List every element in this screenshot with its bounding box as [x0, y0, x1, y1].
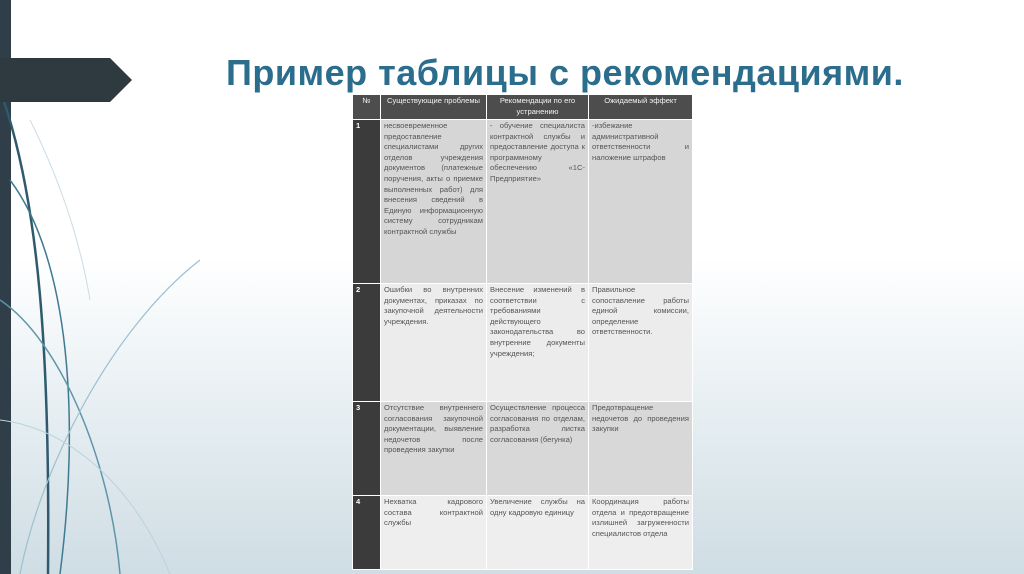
effect-cell: -избежание административной ответственности и наложение штрафов: [589, 120, 693, 284]
problem-cell: несвоевременное предоставление специалистами других отделов учреждения документов (платежные поручения, акты о приемке выполненных работ) для внесения сведений в Единую информационную систему сотрудникам контрактной службы: [381, 120, 487, 284]
slide-title: Пример таблицы с рекомендациями.: [226, 52, 904, 93]
header-recommendations: Рекомендации по его устранению: [487, 95, 589, 120]
row-number: 2: [353, 284, 381, 402]
recommendation-cell: - обучение специалиста контрактной службы и предоставление доступа к программному обеспечению «1С-Предприятие»: [487, 120, 589, 284]
row-number: 1: [353, 120, 381, 284]
header-num: №: [353, 95, 381, 120]
table-row: [353, 284, 693, 402]
header-effect: Ожидаемый эффект: [589, 95, 693, 120]
effect-cell: Предотвращение недочетов до проведения закупки: [589, 402, 693, 496]
table-row: [353, 402, 693, 496]
header-problems: Существующие проблемы: [381, 95, 487, 120]
recommendation-cell: Увеличение службы на одну кадровую единицу: [487, 496, 589, 570]
effect-cell: Правильное сопоставление работы единой комиссии, определение ответственности.: [589, 284, 693, 402]
table-header-row: [353, 95, 693, 120]
problem-cell: Ошибки во внутренних документах, приказах по закупочной деятельности учреждения.: [381, 284, 487, 402]
row-number: 4: [353, 496, 381, 570]
title-arrow-tab: [0, 58, 132, 102]
problem-cell: Отсутствие внутреннего согласования закупочной документации, выявление недочетов после проведения закупки: [381, 402, 487, 496]
problem-cell: Нехватка кадрового состава контрактной службы: [381, 496, 487, 570]
row-number: 3: [353, 402, 381, 496]
recommendations-table: [352, 94, 693, 570]
table-row: [353, 496, 693, 570]
recommendations-table-container: [352, 94, 692, 568]
table-row: [353, 120, 693, 284]
effect-cell: Координация работы отдела и предотвращение излишней загруженности специалистов отдела: [589, 496, 693, 570]
recommendation-cell: Внесение изменений в соответствии с требованиями действующего законодательства во внутренние документы учреждения;: [487, 284, 589, 402]
recommendation-cell: Осуществление процесса согласования по отделам, разработка листка согласования (бегунка): [487, 402, 589, 496]
